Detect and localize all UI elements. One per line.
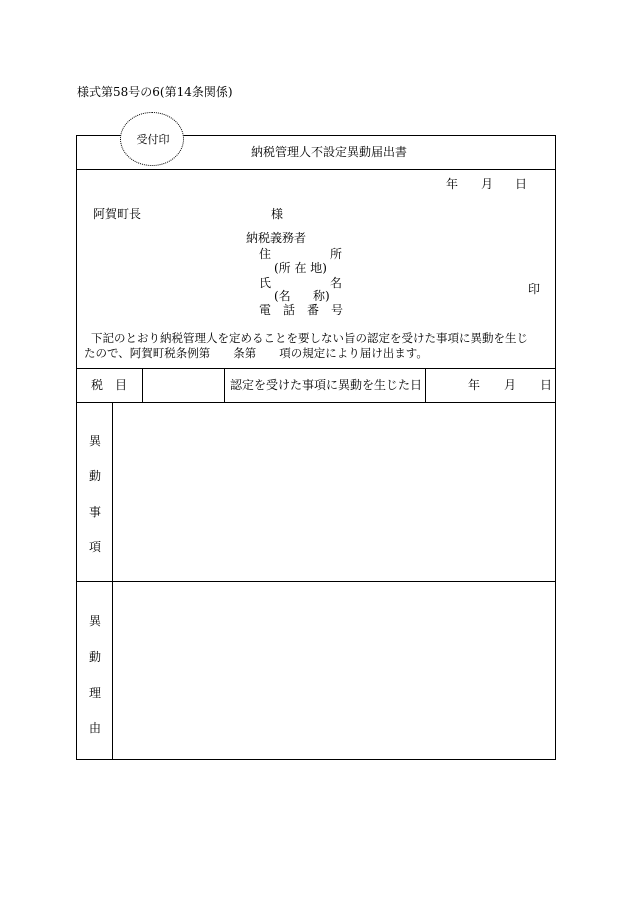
change-items-char: 事 bbox=[89, 505, 102, 519]
change-reason-char: 理 bbox=[89, 686, 102, 700]
label-col-divider bbox=[112, 402, 113, 760]
date-day-label: 日 bbox=[515, 177, 528, 191]
tax-item-label: 税 目 bbox=[91, 378, 128, 392]
taxpayer-heading: 納税義務者 bbox=[246, 231, 307, 245]
reception-stamp-label: 受付印 bbox=[136, 133, 170, 146]
body-text-line-2: たので、阿賀町税条例第 条第 項の規定により届け出ます。 bbox=[84, 346, 428, 360]
tax-item-value-divider bbox=[224, 368, 225, 402]
reception-stamp bbox=[120, 112, 184, 166]
change-items-char: 項 bbox=[89, 540, 102, 554]
phone-label: 電 話 番 号 bbox=[259, 303, 344, 317]
date-month-label: 月 bbox=[481, 177, 494, 191]
change-date-col-divider bbox=[425, 368, 426, 402]
location-note: (所 在 地) bbox=[274, 261, 327, 275]
addressee: 阿賀町長 bbox=[93, 207, 142, 221]
address-label-b: 所 bbox=[330, 247, 343, 261]
date-year-label: 年 bbox=[446, 177, 459, 191]
change-reason-char: 動 bbox=[89, 650, 102, 664]
addressee-honorific: 様 bbox=[271, 207, 284, 221]
change-date-month: 月 bbox=[504, 378, 517, 392]
change-date-label: 認定を受けた事項に異動を生じた日 bbox=[230, 378, 423, 392]
change-date-year: 年 bbox=[468, 378, 481, 392]
change-items-char: 動 bbox=[89, 469, 102, 483]
form-title: 納税管理人不設定異動届出書 bbox=[251, 145, 408, 159]
body-divider bbox=[76, 368, 556, 369]
change-reason-char: 異 bbox=[89, 614, 102, 628]
name-label-b: 名 bbox=[330, 276, 343, 290]
form-frame bbox=[76, 135, 556, 760]
row-divider-1 bbox=[76, 402, 556, 403]
seal-mark: 印 bbox=[528, 282, 541, 296]
change-date-day: 日 bbox=[540, 378, 553, 392]
corporate-name-note-b: 称) bbox=[313, 289, 330, 303]
change-reason-char: 由 bbox=[89, 721, 102, 735]
corporate-name-note-a: (名 bbox=[274, 289, 291, 303]
change-items-char: 異 bbox=[89, 434, 102, 448]
row-divider-2 bbox=[76, 581, 556, 582]
title-divider bbox=[76, 169, 556, 170]
name-label-a: 氏 bbox=[259, 276, 272, 290]
address-label-a: 住 bbox=[259, 247, 272, 261]
form-number: 様式第58号の6(第14条関係) bbox=[77, 85, 233, 99]
body-text-line-1: 下記のとおり納税管理人を定めることを要しない旨の認定を受けた事項に異動を生じ bbox=[91, 331, 528, 345]
tax-item-col-divider bbox=[142, 368, 143, 402]
